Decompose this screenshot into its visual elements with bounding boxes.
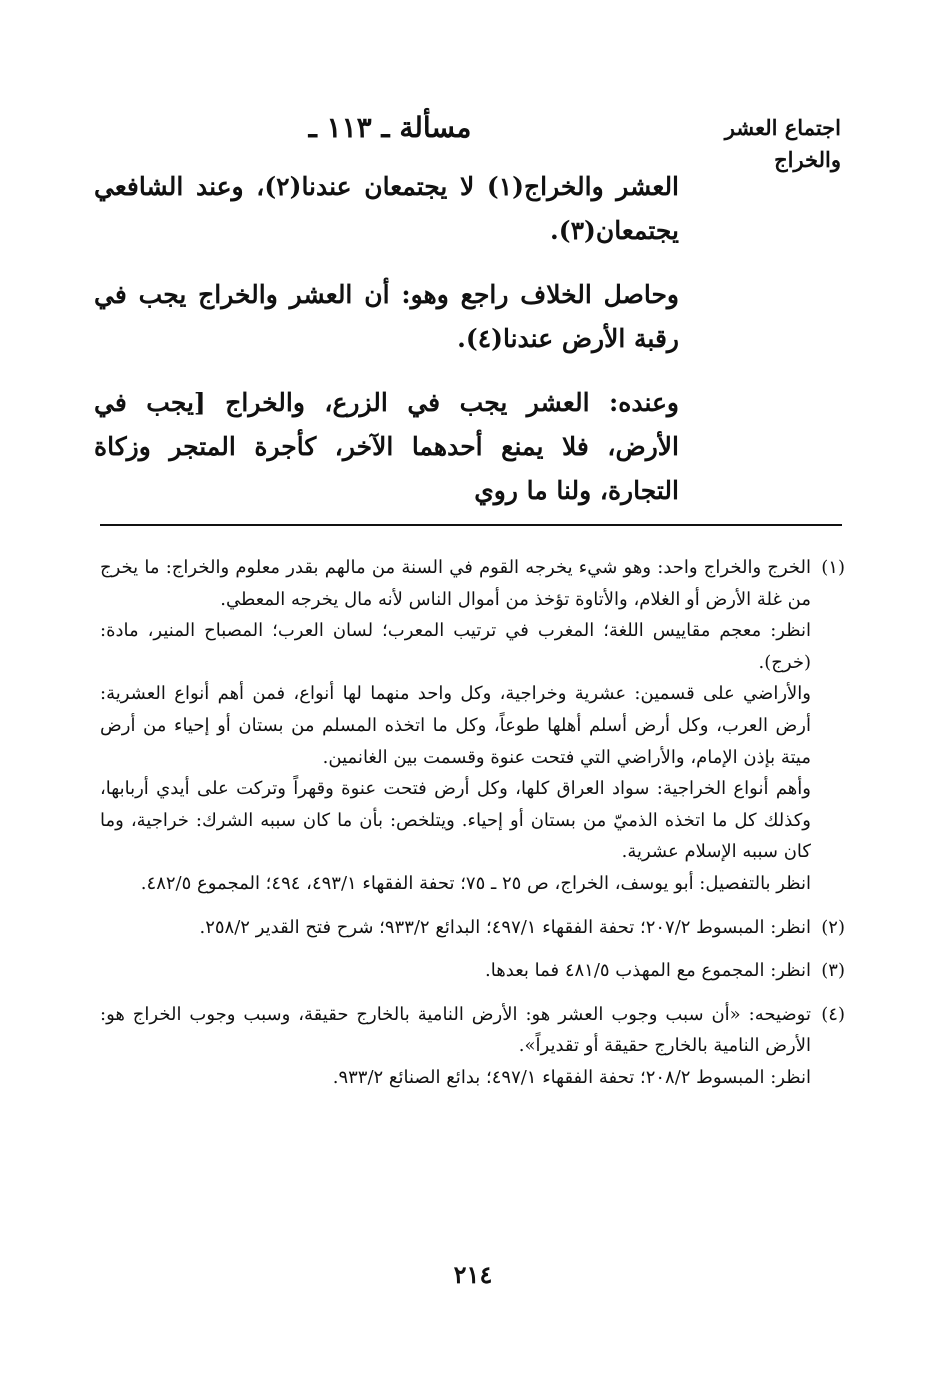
footnote-body bbox=[100, 912, 811, 944]
footnote-paragraph: الخرج والخراج واحد: وهو شيء يخرجه القوم في السنة من مالهم بقدر معلوم والخراج: ما يخرج من غلة الأرض أو الغلام، والأتاوة تؤخذ من أموال الناس لأنه مال يخرجه المعطي. bbox=[100, 557, 811, 610]
footnote-paragraph: توضيحه: «أن سبب وجوب العشر هو: الأرض النامية بالخارج حقيقة، وسبب وجوب الخراج هو: الأرض النامية بالخارج حقيقة أو تقديراً». bbox=[100, 1003, 811, 1057]
footnote-paragraph: انظر: المبسوط ٢٠٧/٢؛ تحفة الفقهاء ٤٩٧/١؛ البدائع ٩٣٣/٢؛ شرح فتح القدير ٢٥٨/٢. bbox=[199, 916, 811, 938]
margin-note-line: اجتماع العشر bbox=[724, 115, 841, 140]
footnote-paragraph: والأراضي على قسمين: عشرية وخراجية، وكل واحد منهما لها أنواع، فمن أهم أنواع العشرية: أرض العرب، وكل أرض أسلم أهلها طوعاً، وكل ما اتخذه المسلم من بستان أو إحياء من أرض ميتة بإذن الإمام، والأراضي التي فتحت عنوة وقسمت بين الغانمين. bbox=[100, 683, 811, 768]
chapter-title: مسألة ـ ١١٣ ـ bbox=[308, 111, 472, 144]
footnote bbox=[100, 552, 845, 900]
footnote-body bbox=[100, 955, 811, 987]
footnote-paragraph: انظر: المبسوط ٢٠٨/٢؛ تحفة الفقهاء ٤٩٧/١؛ بدائع الصنائع ٩٣٣/٢. bbox=[332, 1066, 811, 1088]
footnote-number: (٢) bbox=[821, 916, 845, 938]
main-paragraph: العشر والخراج(١) لا يجتمعان عندنا(٢)، وعند الشافعي يجتمعان(٣). bbox=[94, 172, 680, 245]
main-paragraph: وعنده: العشر يجب في الزرع، والخراج [يجب في الأرض، فلا يمنع أحدهما الآخر، كأجرة المتجر وزكاة التجارة، ولنا ما روي bbox=[94, 388, 679, 505]
main-text bbox=[94, 165, 679, 533]
margin-note bbox=[701, 112, 841, 176]
footnote-body bbox=[100, 999, 811, 1094]
footnote-paragraph: انظر: المجموع مع المهذب ٤٨١/٥ فما بعدها. bbox=[485, 960, 811, 982]
footnote bbox=[100, 912, 845, 944]
footnote-body bbox=[100, 552, 811, 900]
main-paragraph: وحاصل الخلاف راجع وهو: أن العشر والخراج يجب في رقبة الأرض عندنا(٤). bbox=[94, 280, 679, 353]
footnote-number: (١) bbox=[821, 557, 845, 578]
footnote-number: (٤) bbox=[821, 1003, 845, 1025]
footnote-number: (٣) bbox=[821, 960, 845, 982]
footnote-separator bbox=[100, 524, 842, 526]
footnote-paragraph: انظر: معجم مقاييس اللغة؛ المغرب في ترتيب المعرب؛ لسان العرب؛ المصباح المنير، مادة: (خرج). bbox=[100, 620, 811, 673]
footnote-paragraph: وأهم أنواع الخراجية: سواد العراق كلها، وكل أرض فتحت عنوة وقهراً وتركت على أيدي أربابها، وكذلك كل ما اتخذه الذميّ من بستان أو إحياء. ويتلخص: بأن ما كان سببه الشرك: خراجية، وما كان سببه الإسلام عشرية. bbox=[100, 778, 811, 863]
footnote-paragraph: انظر بالتفصيل: أبو يوسف، الخراج، ص ٢٥ ـ ٧٥؛ تحفة الفقهاء ٤٩٣/١، ٤٩٤؛ المجموع ٤٨٢/٥. bbox=[140, 872, 811, 894]
footnote bbox=[100, 955, 845, 987]
footnotes bbox=[100, 552, 845, 1106]
footnote bbox=[100, 999, 845, 1094]
margin-note-line: والخراج bbox=[774, 147, 841, 172]
page-number: ٢١٤ bbox=[453, 1260, 493, 1289]
